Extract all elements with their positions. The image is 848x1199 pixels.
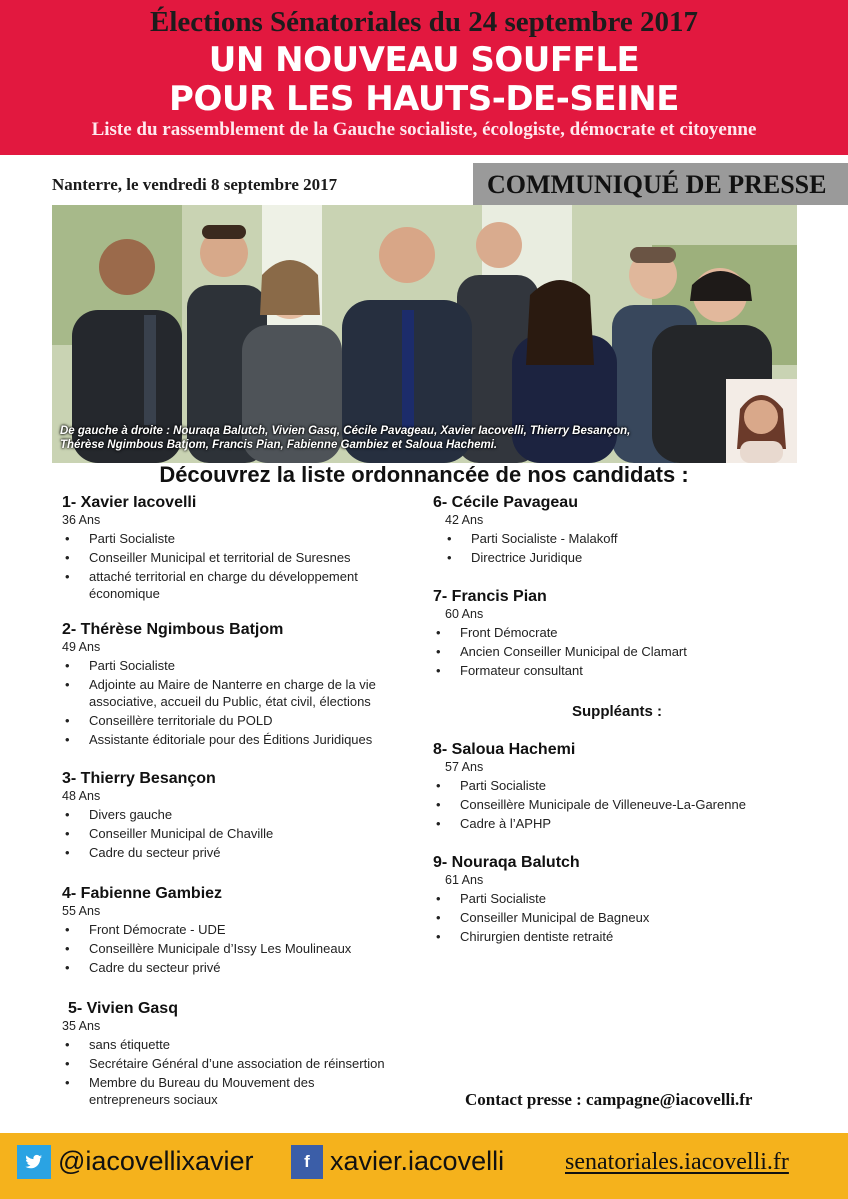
slogan-line-1: UN NOUVEAU SOUFFLE [208, 40, 640, 80]
candidate-age: 55 Ans [62, 904, 101, 918]
list-item: • attaché territorial en charge du développement économique [62, 568, 422, 602]
candidate-age: 42 Ans [445, 513, 484, 527]
candidate-age: 57 Ans [445, 760, 484, 774]
candidate-1 [62, 494, 422, 604]
candidate-5 [62, 1000, 422, 1110]
candidate-details [62, 806, 422, 861]
list-item: • Front Démocrate [433, 624, 793, 641]
candidate-details [433, 890, 793, 945]
candidate-details [62, 1036, 422, 1108]
list-item: • Membre du Bureau du Mouvement des entrepreneurs sociaux [62, 1074, 349, 1108]
candidate-age: 35 Ans [62, 1019, 101, 1033]
list-item: • Parti Socialiste [433, 777, 793, 794]
candidate-name: 4- Fabienne Gambiez [62, 885, 223, 902]
list-item: • Formateur consultant [433, 662, 793, 679]
press-release-box [473, 163, 848, 205]
candidate-age: 49 Ans [62, 640, 101, 654]
list-item: • Parti Socialiste - Malakoff [433, 530, 793, 547]
candidate-age: 61 Ans [445, 873, 484, 887]
candidate-4 [62, 885, 422, 978]
candidate-name: 6- Cécile Pavageau [433, 494, 578, 511]
list-item: • Parti Socialiste [62, 530, 422, 547]
candidate-2 [62, 621, 422, 750]
candidate-name: 9- Nouraqa Balutch [433, 854, 580, 871]
candidate-name: 8- Saloua Hachemi [433, 741, 576, 758]
list-item: • Cadre à l’APHP [433, 815, 793, 832]
candidate-age: 36 Ans [62, 513, 101, 527]
list-item: • Parti Socialiste [433, 890, 793, 907]
candidate-details [62, 921, 422, 976]
list-item: • Conseiller Municipal et territorial de Suresnes [62, 549, 422, 566]
dateline: Nanterre, le vendredi 8 septembre 2017 [52, 175, 338, 194]
list-item: • Directrice Juridique [433, 549, 793, 566]
substitutes-heading: Suppléants : [572, 703, 663, 720]
candidate-name: 1- Xavier Iacovelli [62, 494, 197, 511]
facebook-f-icon[interactable]: f [291, 1145, 323, 1179]
list-item: • Divers gauche [62, 806, 422, 823]
website-link[interactable]: senatoriales.iacovelli.fr [565, 1149, 789, 1175]
facebook-handle-link[interactable]: xavier.iacovelli [330, 1146, 505, 1176]
candidate-age: 60 Ans [445, 607, 484, 621]
candidate-details [62, 530, 422, 602]
candidate-age: 48 Ans [62, 789, 101, 803]
candidate-name: 2- Thérèse Ngimbous Batjom [62, 621, 284, 638]
list-item: • Parti Socialiste [62, 657, 422, 674]
list-item: • Ancien Conseiller Municipal de Clamart [433, 643, 793, 660]
list-item: • Secrétaire Général d’une association de réinsertion [62, 1055, 422, 1072]
list-item: • Assistante éditoriale pour des Éditions Juridiques [62, 731, 422, 748]
candidate-9 [433, 854, 793, 947]
candidate-7 [433, 588, 793, 681]
list-item: • sans étiquette [62, 1036, 422, 1053]
group-photo [52, 205, 797, 463]
press-contact: Contact presse : campagne@iacovelli.fr [465, 1090, 753, 1109]
slogan-line-2: POUR LES HAUTS-DE-SEINE [169, 79, 679, 119]
list-item: • Chirurgien dentiste retraité [433, 928, 793, 945]
candidate-name: 5- Vivien Gasq [68, 1000, 178, 1017]
list-item: • Cadre du secteur privé [62, 844, 422, 861]
candidate-name: 3- Thierry Besançon [62, 770, 216, 787]
twitter-handle-link[interactable]: @iacovellixavier [58, 1146, 254, 1176]
candidate-details [62, 657, 422, 748]
list-item: • Cadre du secteur privé [62, 959, 422, 976]
candidate-6 [433, 494, 793, 568]
candidate-details [433, 624, 793, 679]
candidate-details [433, 777, 793, 832]
twitter-bird-icon[interactable] [17, 1145, 51, 1179]
election-date: Élections Sénatoriales du 24 septembre 2017 [149, 6, 699, 38]
list-item: • Conseiller Municipal de Bagneux [433, 909, 793, 926]
header-banner [0, 0, 848, 155]
list-subtitle: Liste du rassemblement de la Gauche socialiste, écologiste, démocrate et citoyenne [91, 119, 757, 140]
candidate-details [433, 530, 793, 566]
list-item: • Adjointe au Maire de Nanterre en charge de la vie associative, accueil du Public, état civil, élections [62, 676, 422, 710]
section-title: Découvrez la liste ordonnancée de nos candidats : [159, 462, 689, 487]
saloua-hachemi-portrait [726, 379, 797, 463]
photo-caption-line-2: Thérèse Ngimbous Batjom, Francis Pian, Fabienne Gambiez et Saloua Hachemi. [60, 439, 498, 451]
photo-caption-line-1: De gauche à droite : Nouraqa Balutch, Vivien Gasq, Cécile Pavageau, Xavier Iacovelli, Thierry Besançon, [60, 425, 631, 437]
candidate-8 [433, 741, 793, 834]
list-item: • Conseillère Municipale d’Issy Les Moulineaux [62, 940, 422, 957]
photo-caption [60, 424, 630, 452]
list-item: • Conseiller Municipal de Chaville [62, 825, 422, 842]
list-item: • Conseillère territoriale du POLD [62, 712, 422, 729]
press-release-label: COMMUNIQUÉ DE PRESSE [487, 170, 827, 199]
candidate-name: 7- Francis Pian [433, 588, 547, 605]
list-item: • Conseillère Municipale de Villeneuve-La-Garenne [433, 796, 793, 813]
list-item: • Front Démocrate - UDE [62, 921, 422, 938]
candidate-3 [62, 770, 422, 863]
